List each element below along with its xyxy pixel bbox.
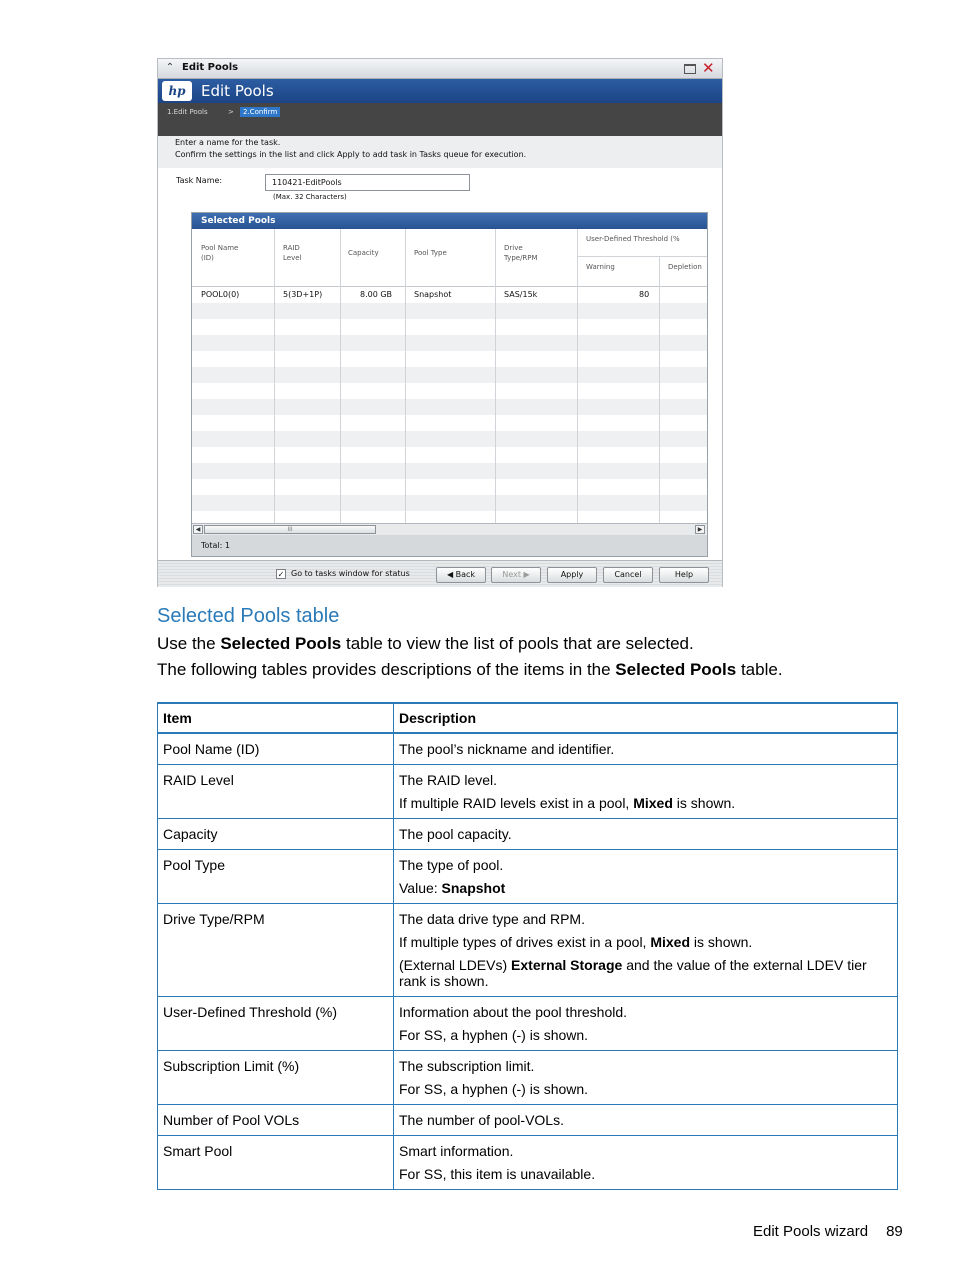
col-header-threshold-group: User-Defined Threshold (%: [586, 235, 680, 243]
wizard-steps: [158, 103, 722, 136]
item-cell: Smart Pool: [158, 1136, 394, 1190]
description-cell: [394, 850, 898, 904]
empty-row: [192, 431, 707, 447]
go-to-tasks-label[interactable]: Go to tasks window for status: [291, 569, 410, 578]
close-icon[interactable]: ✕: [702, 59, 715, 77]
instruction-line: Enter a name for the task.: [175, 138, 281, 147]
empty-row: [192, 319, 707, 335]
description-line: The subscription limit.: [399, 1058, 535, 1074]
grid-body: [192, 287, 707, 527]
description-cell: [394, 733, 898, 765]
table-row: [158, 765, 898, 819]
item-cell: Pool Name (ID): [158, 733, 394, 765]
window-titlebar: [158, 59, 722, 79]
col-header-warning[interactable]: Warning: [586, 263, 615, 271]
page-number: 89: [886, 1223, 903, 1240]
table-row: [158, 997, 898, 1051]
instruction-line: Confirm the settings in the list and click Apply to add task in Tasks queue for execution.: [175, 150, 527, 159]
table-row: [158, 733, 898, 765]
item-cell: Capacity: [158, 819, 394, 850]
description-line: For SS, a hyphen (-) is shown.: [399, 1027, 589, 1043]
description-table-body: [158, 733, 898, 1190]
edit-pools-window: [157, 58, 723, 587]
paragraph-1: Use the Selected Pools table to view the list of pools that are selected.: [157, 634, 694, 653]
column-divider: [274, 229, 275, 523]
scroll-left-icon[interactable]: ◀: [193, 525, 203, 534]
empty-row: [192, 463, 707, 479]
col-header-raid-level[interactable]: RAID Level: [283, 244, 302, 262]
banner-title: Edit Pools: [201, 82, 274, 100]
description-line: The RAID level.: [399, 772, 498, 788]
cell-capacity: 8.00 GB: [360, 290, 393, 299]
column-divider: [340, 229, 341, 523]
go-to-tasks-checkbox[interactable]: ✓: [277, 570, 285, 579]
empty-row: [192, 335, 707, 351]
cell-drive-type: SAS/15k: [504, 290, 538, 299]
apply-button[interactable]: Apply: [547, 567, 597, 583]
paragraph-2: The following tables provides descriptions of the items in the Selected Pools table.: [157, 660, 783, 679]
description-cell: [394, 765, 898, 819]
cell-pool-type: Snapshot: [414, 290, 452, 299]
cell-warning: 80: [639, 290, 650, 299]
description-line: The pool’s nickname and identifier.: [399, 741, 615, 757]
back-button[interactable]: ◀ Back: [436, 567, 486, 583]
description-cell: [394, 904, 898, 997]
grid-title: Selected Pools: [192, 213, 707, 229]
instructions-panel: [158, 136, 722, 168]
col-header-pool-type[interactable]: Pool Type: [414, 249, 447, 257]
description-line: If multiple types of drives exist in a pool, Mixed is shown.: [399, 934, 753, 950]
help-button[interactable]: Help: [659, 567, 709, 583]
scrollbar-thumb[interactable]: III: [204, 525, 376, 534]
scroll-right-icon[interactable]: ▶: [695, 525, 705, 534]
column-divider: [495, 229, 496, 523]
description-cell: [394, 819, 898, 850]
table-row: [158, 1136, 898, 1190]
footer-label: Edit Pools wizard: [753, 1223, 869, 1240]
item-cell: Drive Type/RPM: [158, 904, 394, 997]
item-cell: RAID Level: [158, 765, 394, 819]
empty-row: [192, 495, 707, 511]
item-cell: Subscription Limit (%): [158, 1051, 394, 1105]
description-table: [157, 702, 898, 1190]
description-cell: [394, 1051, 898, 1105]
description-line: (External LDEVs) External Storage and the value of the external LDEV tier rank is shown.: [399, 957, 867, 989]
empty-row: [192, 383, 707, 399]
description-line: Value: Snapshot: [399, 880, 506, 896]
description-line: The type of pool.: [399, 857, 504, 873]
empty-row: [192, 479, 707, 495]
task-name-label: Task Name:: [176, 176, 223, 185]
empty-row: [192, 447, 707, 463]
next-arrow-icon: ▶: [523, 570, 530, 579]
grid-header: [192, 229, 707, 287]
empty-row: [192, 303, 707, 319]
col-header-capacity[interactable]: Capacity: [348, 249, 379, 257]
window-title: Edit Pools: [182, 62, 239, 73]
wizard-banner: [158, 79, 722, 103]
column-divider: [659, 287, 660, 523]
table-row: [158, 1105, 898, 1136]
page-footer: [753, 1223, 903, 1240]
column-divider: [577, 229, 578, 523]
cell-pool-name: POOL0(0): [201, 290, 240, 299]
header-divider: [578, 256, 707, 257]
table-row: [158, 1051, 898, 1105]
cancel-button[interactable]: Cancel: [603, 567, 653, 583]
hp-logo-icon: hp: [162, 81, 192, 101]
description-line: The pool capacity.: [399, 826, 512, 842]
selected-pools-grid: [191, 212, 708, 557]
header-description: Description: [394, 703, 898, 733]
table-row: [158, 819, 898, 850]
horizontal-scrollbar[interactable]: [192, 523, 707, 535]
header-divider: [659, 256, 660, 287]
description-line: Smart information.: [399, 1143, 514, 1159]
table-row: [158, 904, 898, 997]
header-item: Item: [158, 703, 394, 733]
task-name-input[interactable]: [265, 174, 470, 191]
next-button[interactable]: Next ▶: [491, 567, 541, 583]
cell-raid-level: 5(3D+1P): [283, 290, 323, 299]
item-cell: Pool Type: [158, 850, 394, 904]
step-edit-pools[interactable]: 1.Edit Pools: [167, 108, 208, 116]
col-header-drive-type[interactable]: Drive Type/RPM: [504, 244, 538, 262]
item-cell: Number of Pool VOLs: [158, 1105, 394, 1136]
maximize-icon[interactable]: [684, 64, 696, 74]
back-arrow-icon: ◀: [446, 570, 454, 579]
empty-row: [192, 415, 707, 431]
empty-row: [192, 399, 707, 415]
description-line: For SS, a hyphen (-) is shown.: [399, 1081, 589, 1097]
description-line: For SS, this item is unavailable.: [399, 1166, 596, 1182]
description-line: The data drive type and RPM.: [399, 911, 585, 927]
description-cell: [394, 1136, 898, 1190]
item-cell: User-Defined Threshold (%): [158, 997, 394, 1051]
table-row[interactable]: [192, 287, 707, 303]
step-confirm: 2.Confirm: [240, 107, 280, 117]
column-divider: [405, 229, 406, 523]
description-line: Information about the pool threshold.: [399, 1004, 628, 1020]
total-count: Total: 1: [201, 541, 231, 550]
col-header-depletion[interactable]: Depletion: [668, 263, 702, 271]
task-name-hint: (Max. 32 Characters): [273, 193, 347, 201]
empty-row: [192, 351, 707, 367]
wizard-button-bar: [158, 560, 722, 587]
description-line: The number of pool-VOLs.: [399, 1112, 564, 1128]
table-row: [158, 850, 898, 904]
grid-footer: [192, 535, 707, 557]
empty-row: [192, 367, 707, 383]
collapse-chevron-icon[interactable]: ⌃: [165, 62, 175, 73]
table-header-row: [158, 703, 898, 733]
description-line: If multiple RAID levels exist in a pool, Mixed is shown.: [399, 795, 736, 811]
col-header-pool-name[interactable]: Pool Name (ID): [201, 244, 239, 262]
section-title: Selected Pools table: [157, 605, 340, 627]
description-cell: [394, 1105, 898, 1136]
step-separator: >: [228, 108, 234, 116]
description-cell: [394, 997, 898, 1051]
